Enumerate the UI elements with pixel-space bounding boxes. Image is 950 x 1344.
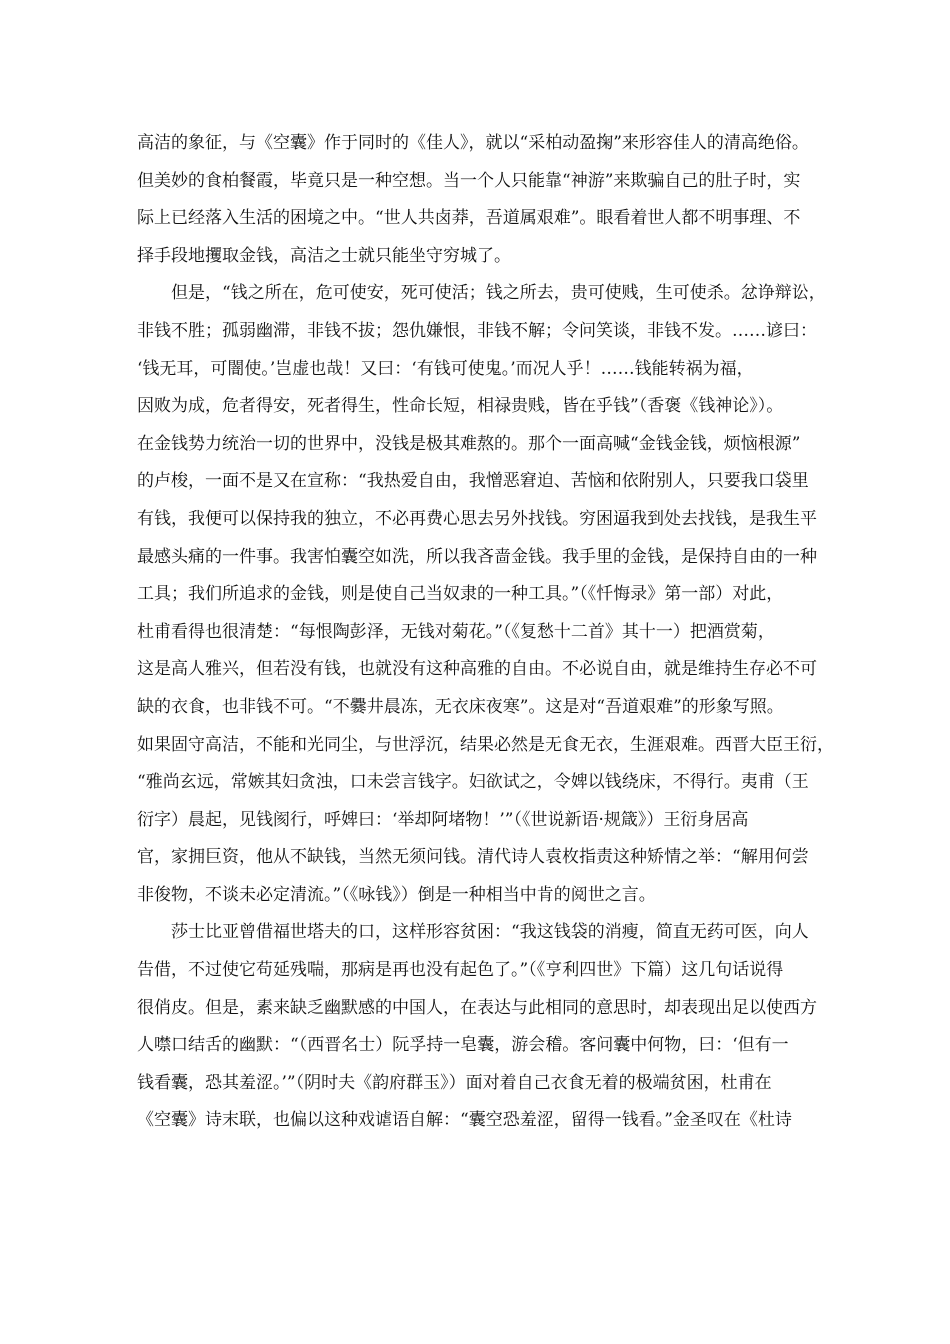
text-line: 这是高人雅兴，但若没有钱，也就没有这种高雅的自由。不必说自由，就是维持生存必不可 [137,659,817,680]
text-line: 高洁的象征，与《空囊》作于同时的《佳人》，就以“采柏动盈掬”来形容佳人的清高绝俗。 [137,133,809,153]
text-line: ‘钱无耳，可闇使。’岂虚也哉！又曰：‘有钱可使鬼。’而况人乎！……钱能转祸为福， [137,358,754,379]
paragraph-first-line: 莎士比亚曾借福世塔夫的口，这样形容贫困：“我这钱袋的消瘦，简直无药可医，向人 [171,922,809,943]
text-line: 缺的衣食，也非钱不可。“不爨井晨冻，无衣床夜寒”。这是对“吾道艰难”的形象写照。 [137,696,784,717]
body-text [137,125,834,1140]
text-line: 非钱不胜；孤弱幽滞，非钱不拔；怨仇嫌恨，非钱不解；令问笑谈，非钱不发。……谚曰： [137,320,817,341]
text-line: 工具；我们所追求的金钱，则是使自己当奴隶的一种工具。”（《忏悔录》第一部）对此， [137,584,784,605]
text-line: 际上已经落入生活的困境之中。“世人共卤莽，吾道属艰难”。眼看着世人都不明事理、不 [137,208,801,229]
text-line: 择手段地攫取金钱，高洁之士就只能坐守穷城了。 [137,245,511,266]
text-line: 因败为成，危者得安，死者得生，性命长短，相禄贵贱，皆在乎钱”（香褒《钱神论》）。 [137,396,784,417]
text-line: 但美妙的食柏餐霞，毕竟只是一种空想。当一个人只能靠“神游”来欺骗自己的肚子时，实 [137,170,801,191]
text-line: 衍字）晨起，见钱阂行，呼婢曰：‘举却阿堵物！’”（《世说新语·规箴》）王衍身居高 [137,809,749,830]
text-line: 的卢梭，一面不是又在宣称：“我热爱自由，我憎恶窘迫、苦恼和依附别人，只要我口袋里 [137,471,809,492]
text-line: 官，家拥巨资，他从不缺钱，当然无须问钱。清代诗人袁枚指责这种矫情之举：“解用何尝 [137,847,809,868]
text-line: 很俏皮。但是，素来缺乏幽默感的中国人，在表达与此相同的意思时，却表现出足以使西方 [137,997,817,1018]
text-line: 有钱，我便可以保持我的独立，不必再费心思去另外找钱。穷困逼我到处去找钱，是我生平 [137,508,817,529]
text-line: 最感头痛的一件事。我害怕囊空如洗，所以我吝啬金钱。我手里的金钱，是保持自由的一种 [137,546,817,567]
text-line: 如果固守高洁，不能和光同尘，与世浮沉，结果必然是无食无衣，生涯艰难。西晋大臣王衍， [137,734,834,755]
text-line: 钱看囊，恐其羞涩。’”（阴时夫《韵府群玉》）面对着自己衣食无着的极端贫困，杜甫在 [137,1072,772,1093]
text-line: 在金钱势力统治一切的世界中，没钱是极其难熬的。那个一面高喊“金钱金钱，烦恼根源” [137,433,801,454]
paragraph-first-line: 但是，“钱之所在，危可使安，死可使活；钱之所去，贵可使贱，生可使杀。忿诤辩讼， [171,283,826,304]
text-line: 非俊物，不谈未必定清流。”（《咏钱》）倒是一种相当中肯的阅世之言。 [137,884,656,905]
text-line: 告借，不过使它苟延残喘，那病是再也没有起色了。”（《亨利四世》下篇）这几句话说得 [137,960,784,981]
text-line: 人噤口结舌的幽默：“（西晋名士）阮孚持一皂囊，游会稽。客问囊中何物，曰：‘但有一 [137,1035,789,1056]
text-line: “雅尚玄远，常嫉其妇贪浊，口未尝言钱字。妇欲试之，令婢以钱绕床，不得行。夷甫（王 [137,772,809,793]
text-line: 《空囊》诗末联，也偏以这种戏谑语自解：“囊空恐羞涩，留得一钱看。”金圣叹在《杜诗 [137,1110,792,1131]
text-line: 杜甫看得也很清楚：“每恨陶彭泽，无钱对菊花。”（《复愁十二首》其十一）把酒赏菊， [137,621,775,642]
